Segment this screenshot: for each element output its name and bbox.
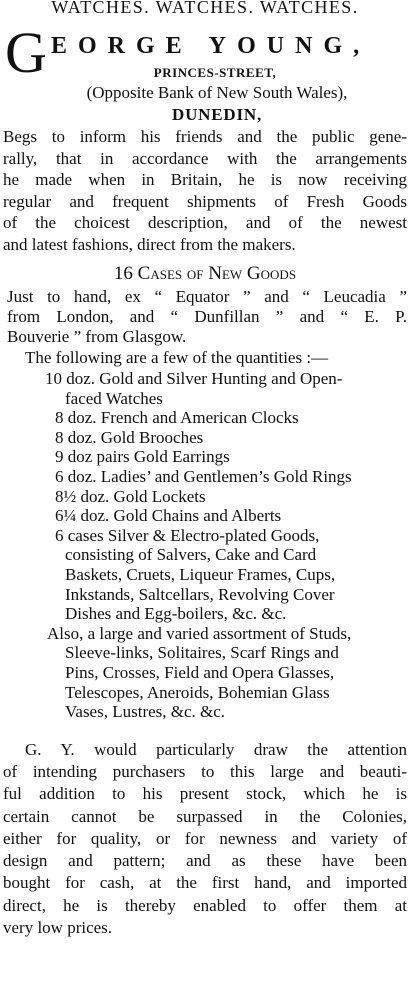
list-item	[3, 428, 407, 448]
text-line: of the choicest description, and of the newest	[3, 213, 407, 232]
list-item	[3, 408, 407, 428]
item-text: 9 doz pairs Gold Earrings	[55, 447, 230, 467]
text-line: regular and frequent shipments of Fresh Goods	[3, 191, 407, 211]
text-line: Just to hand, ex “ Equator ” and “ Leucadia ”	[7, 287, 407, 306]
text-line: he made when in Britain, he is now receiving	[3, 170, 407, 189]
name-rest: EORGE YOUNG,	[51, 33, 371, 59]
city-name: DUNEDIN,	[172, 105, 262, 124]
item-text: 6 doz. Ladies’ and Gentlemen’s Gold Rings	[55, 466, 352, 486]
list-item	[3, 487, 407, 507]
text-line: design and pattern; and as these have been	[3, 851, 407, 871]
header-watches: WATCHES. WATCHES. WATCHES.	[51, 0, 359, 17]
list-item	[3, 467, 407, 487]
text-line	[3, 369, 407, 389]
divider	[13, 730, 397, 731]
quantities-intro: The following are a few of the quantities :—	[25, 348, 329, 367]
item-text: 6¼ doz. Gold Chains and Alberts	[55, 506, 282, 526]
text-line: rally, that in accordance with the arrangements	[3, 148, 407, 168]
text-line: and latest fashions, direct from the makers.	[3, 234, 296, 254]
text-line: Sleeve-links, Solitaires, Scarf Rings and	[65, 643, 339, 663]
list-item	[3, 369, 407, 408]
text-line: Pins, Crosses, Field and Opera Glasses,	[65, 662, 335, 682]
text-line: either for quality, or for newness and variety of	[3, 828, 407, 848]
text-line	[3, 467, 407, 487]
text-line	[3, 428, 407, 448]
text-line: Vases, Lustres, &c. &c.	[65, 702, 226, 722]
name-initial: G	[5, 20, 47, 85]
text-line: Bouverie ” from Glasgow.	[7, 327, 187, 346]
item-text: 8 doz. French and American Clocks	[55, 408, 299, 428]
text-line	[3, 408, 407, 428]
cases-heading: 16 Cases of New Goods	[113, 263, 297, 284]
arrival-paragraph	[3, 287, 407, 347]
text-line: bought for cash, at the first hand, and imported	[3, 873, 407, 893]
text-line: 6 cases Silver & Electro-plated Goods,	[55, 525, 320, 545]
list-item	[3, 447, 407, 467]
text-line: faced Watches	[65, 388, 163, 408]
intro-paragraph	[3, 126, 407, 255]
street-address: PRINCES-STREET,	[153, 65, 277, 80]
list-item	[3, 506, 407, 526]
location-note: (Opposite Bank of New South Wales),	[86, 83, 348, 102]
item-text: 8 doz. Gold Brooches	[55, 427, 204, 447]
text-line: ful addition to his present stock, which he is	[3, 784, 407, 804]
text-line: from London, and “ Dunfillan ” and “ E. P.	[7, 307, 407, 326]
list-item	[3, 526, 407, 624]
item-text: 10 doz. Gold and Silver Hunting and Open-	[45, 369, 343, 388]
text-line: direct, he is thereby enabled to offer them at	[3, 895, 407, 915]
text-line: consisting of Salvers, Cake and Card	[65, 545, 317, 565]
text-line	[3, 506, 407, 526]
closing-paragraph	[3, 739, 407, 940]
quantities-list	[3, 369, 407, 722]
text-line: G. Y. would particularly draw the attention	[25, 739, 407, 759]
text-line: certain cannot be surpassed in the Colonies,	[3, 806, 407, 826]
text-line: very low prices.	[3, 918, 113, 938]
text-line: Inkstands, Saltcellars, Revolving Cover	[65, 584, 335, 604]
also-item	[3, 624, 407, 722]
text-line: Begs to inform his friends and the public gene-	[3, 127, 407, 146]
text-line: Baskets, Cruets, Liqueur Frames, Cups,	[65, 564, 336, 584]
item-text: 8½ doz. Gold Lockets	[55, 486, 206, 506]
text-line: Also, a large and varied assortment of Studs,	[47, 623, 352, 643]
text-line	[3, 487, 407, 507]
text-line: Dishes and Egg-boilers, &c. &c.	[65, 604, 287, 624]
text-line: of intending purchasers to this large and beauti-	[3, 761, 407, 781]
text-line: Telescopes, Aneroids, Bohemian Glass	[65, 682, 330, 702]
text-line	[3, 447, 407, 467]
